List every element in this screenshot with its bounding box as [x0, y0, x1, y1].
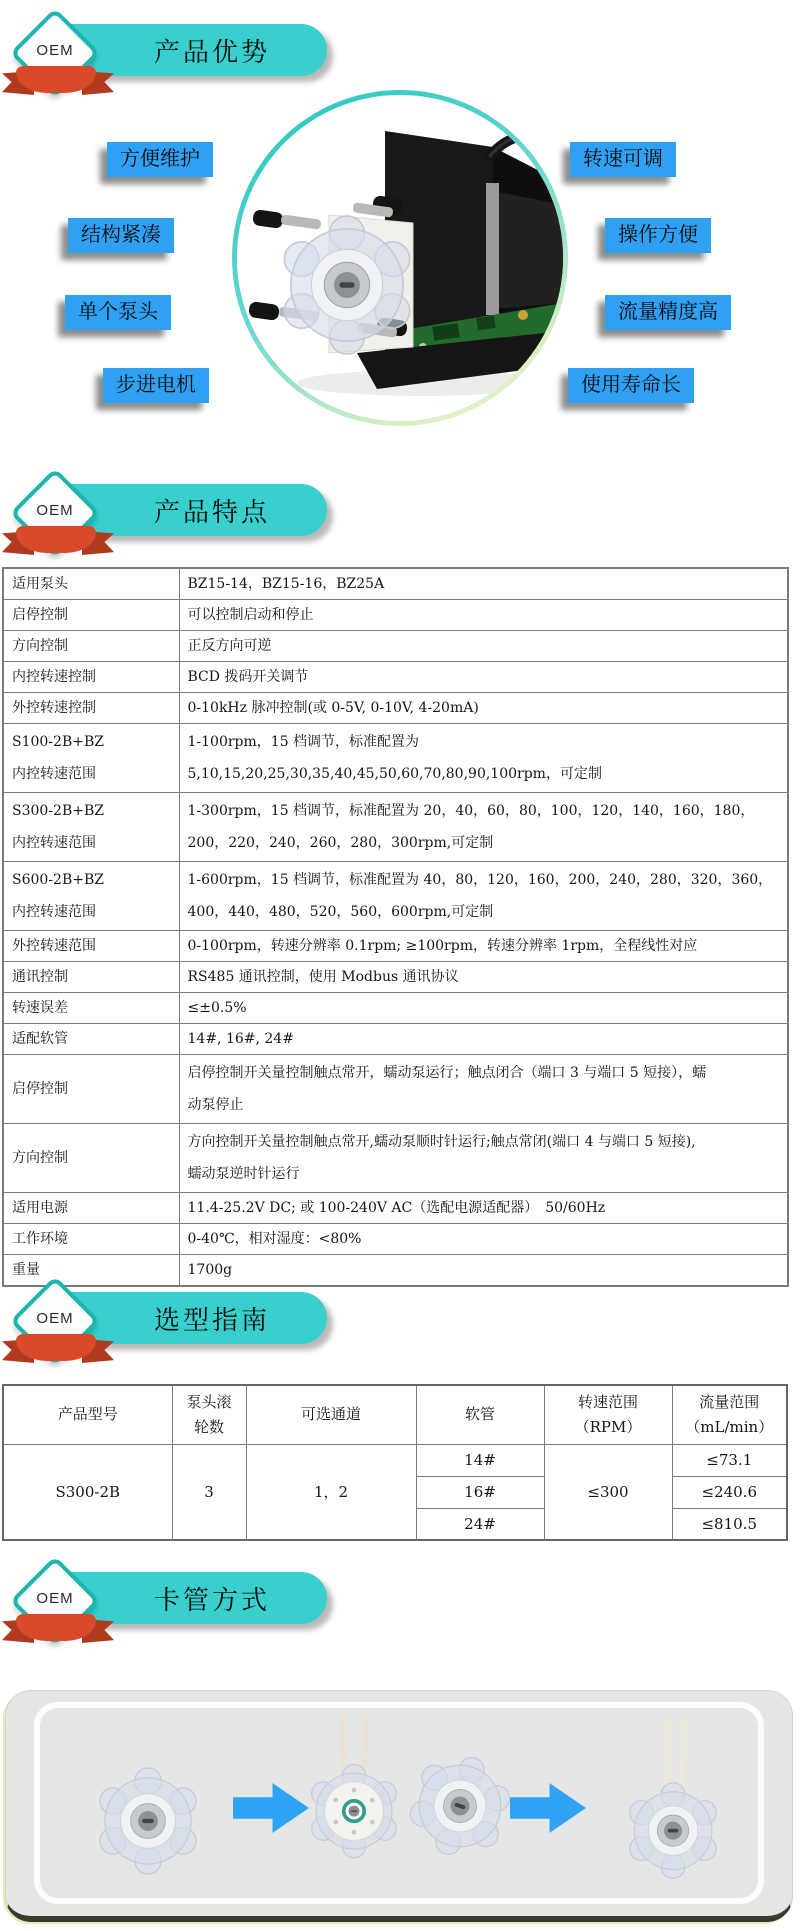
feature-row	[3, 568, 788, 600]
selection-header-cell: 转速范围 （RPM）	[544, 1385, 672, 1444]
feature-row	[3, 600, 788, 631]
advantage-label: 方便维护	[107, 142, 213, 177]
section-header-clamping	[8, 1556, 338, 1666]
feature-value: 正反方向可逆	[179, 631, 788, 662]
section-header-selection	[8, 1276, 338, 1386]
advantage-label: 操作方便	[605, 218, 711, 253]
feature-row	[3, 1193, 788, 1224]
arrow-right-icon	[233, 1781, 309, 1835]
photo-ring	[232, 90, 568, 426]
feature-value: 方向控制开关量控制触点常开,蠕动泵顺时针运行;触点常闭(端口 4 与端口 5 短接), 蠕动泵逆时针运行	[179, 1124, 788, 1193]
feature-value: 0-10kHz 脉冲控制(或 0-5V, 0-10V, 4-20mA)	[179, 693, 788, 724]
oem-badge-label: OEM	[36, 1310, 74, 1327]
feature-label: 适用电源	[3, 1193, 179, 1224]
advantage-label: 步进电机	[103, 368, 209, 403]
feature-row	[3, 662, 788, 693]
selection-flow: ≤240.6	[672, 1476, 787, 1508]
selection-flow: ≤73.1	[672, 1444, 787, 1476]
selection-model: S300-2B	[3, 1444, 172, 1540]
oem-badge	[8, 8, 102, 112]
feature-value: 1-100rpm，15 档调节，标准配置为 5,10,15,20,25,30,35,40,45,50,60,70,80,90,100rpm，可定制	[179, 724, 788, 793]
feature-label: 通讯控制	[3, 962, 179, 993]
feature-value: BCD 拨码开关调节	[179, 662, 788, 693]
ribbon-icon	[2, 66, 114, 102]
selection-header-cell: 流量范围 （mL/min）	[672, 1385, 787, 1444]
selection-table	[2, 1384, 788, 1541]
oem-badge-label: OEM	[36, 502, 74, 519]
selection-header-cell: 可选通道	[246, 1385, 416, 1444]
feature-label: 启停控制	[3, 1055, 179, 1124]
selection-speed: ≤300	[544, 1444, 672, 1540]
feature-row	[3, 724, 788, 793]
selection-row	[3, 1444, 787, 1476]
section-title: 选型指南	[153, 1304, 270, 1335]
selection-header-cell: 泵头滚 轮数	[172, 1385, 246, 1444]
feature-row	[3, 1055, 788, 1124]
section-header-features	[8, 468, 338, 578]
feature-value: 0-40℃，相对湿度：<80%	[179, 1224, 788, 1255]
feature-label: 适配软管	[3, 1024, 179, 1055]
selection-channels: 1，2	[246, 1444, 416, 1540]
oem-badge	[8, 468, 102, 572]
feature-value: ≤±0.5%	[179, 993, 788, 1024]
feature-label: 外控转速控制	[3, 693, 179, 724]
feature-value: 1-300rpm，15 档调节，标准配置为 20，40，60，80，100，120，140，160，180， 200，220，240，260，280，300rpm,可定制	[179, 793, 788, 862]
feature-label: S300-2B+BZ 内控转速范围	[3, 793, 179, 862]
feature-value: BZ15-14，BZ15-16，BZ25A	[179, 568, 788, 600]
feature-label: S100-2B+BZ 内控转速范围	[3, 724, 179, 793]
product-photo	[237, 95, 563, 421]
feature-row	[3, 962, 788, 993]
feature-row	[3, 793, 788, 862]
oem-badge-label: OEM	[36, 42, 74, 59]
selection-tube: 24#	[416, 1508, 544, 1540]
feature-value: 11.4-25.2V DC; 或 100-240V AC（选配电源适配器） 50/60Hz	[179, 1193, 788, 1224]
feature-label: 适用泵头	[3, 568, 179, 600]
feature-row	[3, 693, 788, 724]
selection-tube: 14#	[416, 1444, 544, 1476]
selection-header-cell: 软管	[416, 1385, 544, 1444]
feature-value: 14#, 16#, 24#	[179, 1024, 788, 1055]
feature-row	[3, 1224, 788, 1255]
section-title: 产品特点	[153, 496, 270, 527]
features-table	[2, 567, 789, 1287]
selection-tube: 16#	[416, 1476, 544, 1508]
oem-badge-label: OEM	[36, 1590, 74, 1607]
feature-value: 0-100rpm，转速分辨率 0.1rpm; ≥100rpm，转速分辨率 1rpm，全程线性对应	[179, 931, 788, 962]
advantage-label: 使用寿命长	[568, 368, 694, 403]
feature-value: RS485 通讯控制，使用 Modbus 通讯协议	[179, 962, 788, 993]
photo-frame	[237, 95, 563, 421]
clamping-panel	[5, 1690, 793, 1922]
oem-badge	[8, 1556, 102, 1660]
selection-rollers: 3	[172, 1444, 246, 1540]
feature-label: 转速误差	[3, 993, 179, 1024]
advantage-label: 单个泵头	[65, 295, 171, 330]
feature-value: 1700g	[179, 1255, 788, 1287]
feature-label: S600-2B+BZ 内控转速范围	[3, 862, 179, 931]
feature-label: 方向控制	[3, 1124, 179, 1193]
section-header-advantages	[8, 8, 338, 118]
pump-head-image-1	[90, 1763, 206, 1879]
advantage-label: 转速可调	[570, 142, 676, 177]
feature-label: 重量	[3, 1255, 179, 1287]
advantage-label: 结构紧凑	[68, 218, 174, 253]
selection-header-cell: 产品型号	[3, 1385, 172, 1444]
pump-head-image-2	[301, 1714, 407, 1860]
feature-label: 方向控制	[3, 631, 179, 662]
advantage-label: 流量精度高	[605, 295, 731, 330]
feature-label: 工作环境	[3, 1224, 179, 1255]
feature-row	[3, 862, 788, 931]
oem-badge	[8, 1276, 102, 1380]
feature-value: 1-600rpm，15 档调节，标准配置为 40，80，120，160，200，240，280，320，360， 400，440，480，520，560，600rpm,可定制	[179, 862, 788, 931]
feature-label: 外控转速范围	[3, 931, 179, 962]
ribbon-icon	[2, 526, 114, 562]
feature-row	[3, 993, 788, 1024]
feature-row	[3, 1124, 788, 1193]
ribbon-icon	[2, 1334, 114, 1370]
section-title: 产品优势	[153, 36, 270, 67]
feature-value: 可以控制启动和停止	[179, 600, 788, 631]
pump-head-image-4	[611, 1717, 735, 1883]
pump-head-image-3	[405, 1751, 515, 1861]
feature-row	[3, 1024, 788, 1055]
feature-label: 启停控制	[3, 600, 179, 631]
feature-label: 内控转速控制	[3, 662, 179, 693]
feature-value: 启停控制开关量控制触点常开，蠕动泵运行；触点闭合（端口 3 与端口 5 短接），蠕 动泵停止	[179, 1055, 788, 1124]
arrow-right-icon	[510, 1781, 586, 1835]
selection-header-row	[3, 1385, 787, 1444]
section-title: 卡管方式	[153, 1584, 270, 1615]
feature-row	[3, 931, 788, 962]
feature-row	[3, 631, 788, 662]
selection-flow: ≤810.5	[672, 1508, 787, 1540]
ribbon-icon	[2, 1614, 114, 1650]
